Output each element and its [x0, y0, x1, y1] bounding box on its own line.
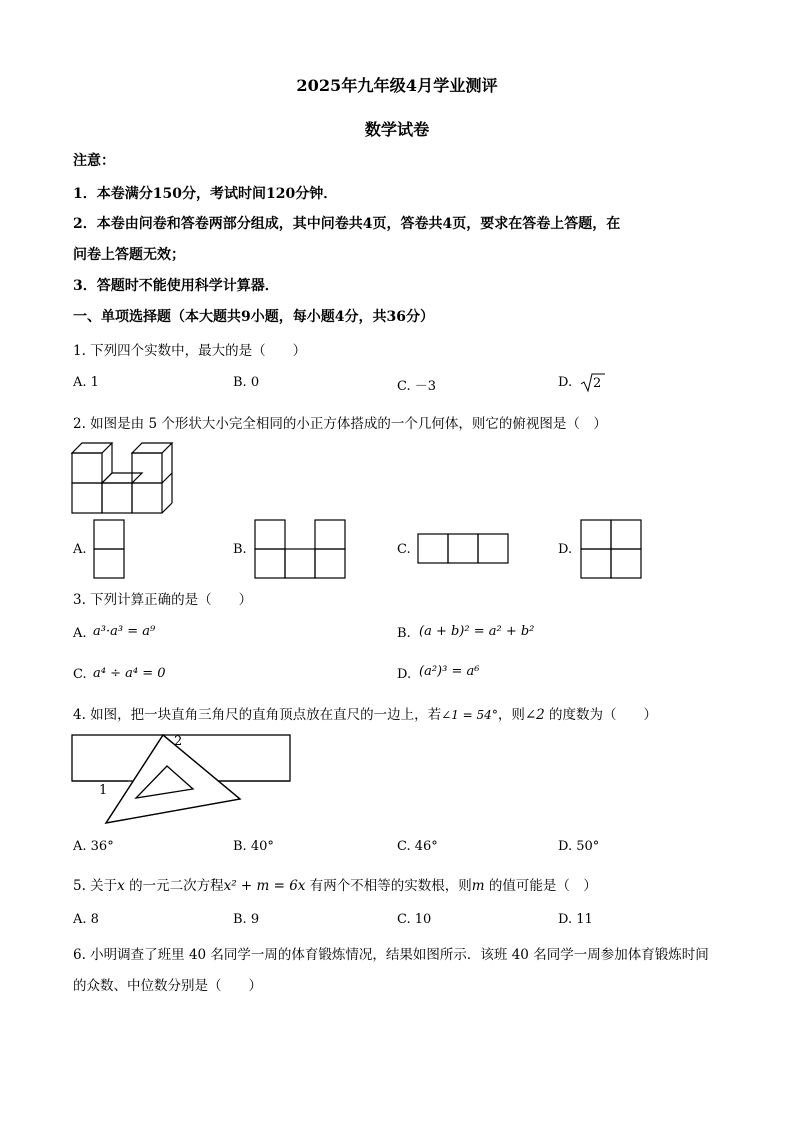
q2-option-b-figure — [254, 519, 347, 579]
q3-label-b: B. — [397, 626, 411, 641]
q2-label-d: D. — [558, 542, 573, 557]
q4-option-a: A. 36° — [73, 839, 114, 854]
notice-item-3: 3．答题时不能使用科学计算器． — [73, 278, 279, 294]
q1-option-b: B. 0 — [233, 375, 260, 390]
q4-angle-expr: ∠1 = 54° — [441, 708, 498, 722]
notice-heading: 注意： — [73, 153, 115, 169]
q5-stem-mid2: 有两个不相等的实数根，则 — [305, 878, 472, 894]
q4-ruler-triangle-figure — [70, 733, 295, 825]
q3-label-a: A. — [73, 626, 87, 641]
q2-cube-figure — [70, 438, 180, 516]
notice-item-2: 2．本卷由问卷和答卷两部分组成，其中问卷共4页，答卷共4页，要求在答卷上答题，在 — [73, 216, 621, 232]
q6-stem-line1: 6. 小明调查了班里 40 名同学一周的体育锻炼情况，结果如图所示．该班 40 名同学一周参加体育锻炼时间 — [73, 947, 709, 963]
notice-item-2-cont: 问卷上答题无效； — [73, 247, 185, 263]
q2-option-c-figure — [417, 533, 510, 565]
q4-option-c: C. 46° — [397, 839, 438, 854]
q5-option-a: A. 8 — [73, 912, 99, 927]
q1-option-d: D. — [558, 375, 573, 390]
q4-stem-mid: ，则 — [497, 707, 525, 723]
q4-option-d: D. 50° — [558, 839, 600, 854]
notice-item-1: 1．本卷满分150分，考试时间120分钟． — [73, 186, 338, 202]
q5-option-d: D. 11 — [558, 912, 593, 927]
q3-label-c: C. — [73, 667, 87, 682]
q3-label-d: D. — [397, 667, 412, 682]
q2-option-a-figure — [93, 519, 125, 579]
q4-fig-label-1: 1 — [99, 783, 108, 798]
q4-stem-pre: 4. 如图，把一块直角三角尺的直角顶点放在直尺的一边上，若 — [73, 707, 442, 723]
q2-label-a: A. — [73, 542, 87, 557]
q3-expr-d: (a²)³ = a⁶ — [419, 664, 480, 679]
q5-stem — [73, 874, 597, 894]
q6-stem-line2: 的众数、中位数分别是（ ） — [73, 978, 262, 994]
exam-title: 2025年九年级4月学业测评 — [296, 76, 498, 95]
q4-fig-label-2: 2 — [174, 734, 183, 749]
q1-option-a: A. 1 — [73, 375, 99, 390]
q4-angle2: ∠2 — [524, 707, 545, 723]
exam-subtitle: 数学试卷 — [364, 120, 430, 139]
q5-stem-pre: 5. 关于 — [73, 878, 118, 894]
q2-label-b: B. — [233, 542, 247, 557]
section-heading: 一、单项选择题（本大题共9小题，每小题4分，共36分） — [73, 309, 434, 325]
q4-stem-post: 的度数为（ ） — [544, 707, 658, 723]
q3-expr-b: (a + b)² = a² + b² — [419, 624, 535, 639]
q1-option-c: C. －3 — [397, 379, 437, 394]
q3-stem: 3. 下列计算正确的是（ ） — [73, 592, 253, 608]
q2-stem: 2. 如图是由 5 个形状大小完全相同的小正方体搭成的一个几何体，则它的俯视图是（ ） — [73, 416, 607, 432]
q3-expr-a: a³·a³ = a⁹ — [93, 624, 156, 639]
q5-stem-mid: 的一元二次方程 — [124, 878, 224, 894]
q1-stem: 1. 下列四个实数中，最大的是（ ） — [73, 343, 307, 359]
q5-var-x: x — [117, 878, 125, 894]
q1-sqrt-value: 2 — [593, 376, 602, 391]
q5-stem-post: 的值可能是（ ） — [484, 878, 597, 894]
q5-option-c: C. 10 — [397, 912, 432, 927]
q5-var-m: m — [471, 878, 485, 894]
q2-option-d-figure — [580, 519, 643, 579]
q4-option-b: B. 40° — [233, 839, 274, 854]
triangle-outer — [106, 735, 240, 823]
q4-stem — [73, 703, 657, 723]
q2-label-c: C. — [397, 542, 411, 557]
q5-option-b: B. 9 — [233, 912, 260, 927]
q3-expr-c: a⁴ ÷ a⁴ = 0 — [93, 666, 166, 681]
q5-equation: x² + m = 6x — [223, 878, 306, 894]
